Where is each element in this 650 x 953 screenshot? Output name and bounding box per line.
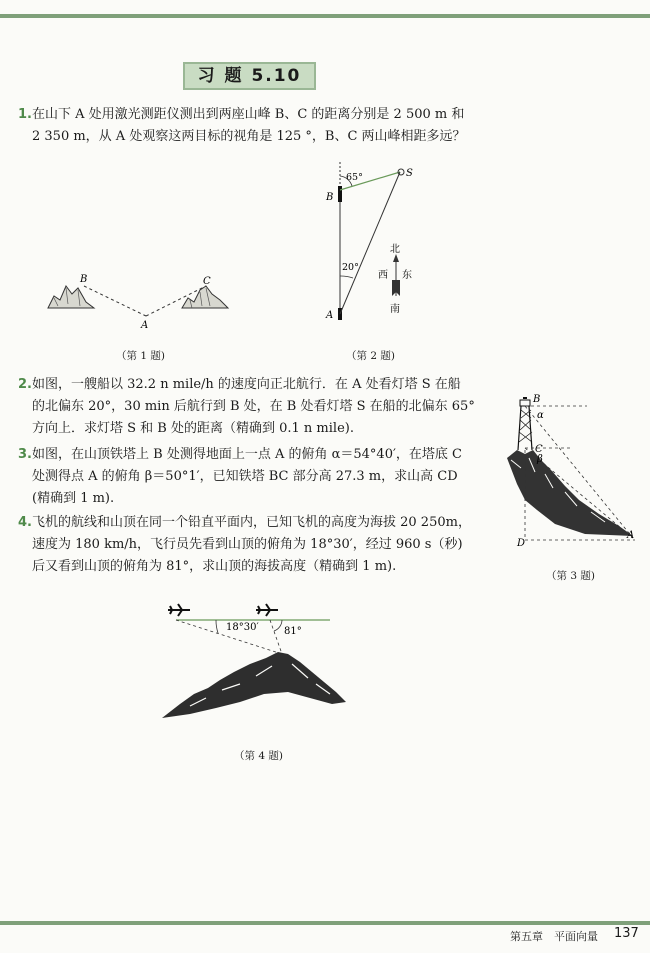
problem-line: 如图，在山顶铁塔上 B 处测得地面上一点 A 的俯角 α＝54°40′，在塔底 C bbox=[32, 447, 462, 462]
problem-line: 在山下 A 处用激光测距仪测出到两座山峰 B、C 的距离分别是 2 500 m 和 bbox=[32, 107, 465, 122]
problem-1 bbox=[18, 104, 488, 148]
svg-text:东: 东 bbox=[402, 270, 412, 281]
angle-81: 81° bbox=[284, 626, 302, 637]
label-b: B bbox=[326, 192, 334, 203]
angle-18-30: 18°30′ bbox=[226, 622, 259, 633]
section-heading: 习 题 5.10 bbox=[183, 62, 316, 90]
problem-number: 4. bbox=[18, 515, 32, 530]
figure-3 bbox=[495, 388, 645, 558]
page-number: 137 bbox=[614, 926, 639, 941]
airplane-icon bbox=[256, 604, 278, 616]
label-c: C bbox=[535, 444, 543, 455]
chapter-label: 第五章 平面向量 bbox=[510, 930, 598, 943]
mountain-b-icon bbox=[48, 286, 94, 308]
compass-icon bbox=[378, 243, 412, 315]
label-d: D bbox=[517, 538, 526, 549]
label-alpha: α bbox=[537, 410, 544, 421]
problem-line: 的北偏东 20°，30 min 后航行到 B 处，在 B 处看灯塔 S 在船的北偏东 65° bbox=[32, 399, 475, 414]
svg-text:北: 北 bbox=[390, 244, 400, 255]
svg-text:西: 西 bbox=[378, 270, 388, 281]
problem-3 bbox=[18, 444, 488, 510]
problem-4 bbox=[18, 512, 488, 578]
problem-line: 飞机的航线和山顶在同一个铅直平面内，已知飞机的高度为海拔 20 250m， bbox=[32, 515, 471, 530]
figure-2-caption: （第 2 题) bbox=[346, 350, 395, 362]
figure-3-caption: （第 3 题) bbox=[546, 570, 595, 582]
svg-text:南: 南 bbox=[390, 304, 400, 315]
mountain-icon bbox=[507, 450, 633, 536]
label-b: B bbox=[80, 274, 88, 285]
figure-4-caption: （第 4 题) bbox=[234, 750, 283, 762]
figure-4 bbox=[160, 598, 360, 728]
label-a: A bbox=[627, 530, 635, 541]
label-a: A bbox=[141, 320, 149, 331]
problem-line: 后又看到山顶的俯角为 81°，求山顶的海拔高度（精确到 1 m). bbox=[32, 559, 397, 574]
problem-line: 处测得点 A 的俯角 β＝50°1′，已知铁塔 BC 部分高 27.3 m，求山高 CD bbox=[32, 469, 458, 484]
airplane-icon bbox=[168, 604, 190, 616]
figure-1 bbox=[40, 268, 240, 333]
figure-1-caption: （第 1 题) bbox=[116, 350, 165, 362]
angle-65: 65° bbox=[346, 172, 363, 183]
mountain-c-icon bbox=[182, 286, 228, 308]
problem-number: 3. bbox=[18, 447, 32, 462]
label-a: A bbox=[326, 310, 334, 321]
problem-line: (精确到 1 m). bbox=[32, 491, 115, 506]
top-rule bbox=[0, 14, 650, 18]
label-beta: β bbox=[537, 454, 543, 465]
problem-line: 如图，一艘船以 32.2 n mile/h 的速度向正北航行．在 A 处看灯塔 S 在船 bbox=[32, 377, 461, 392]
problem-number: 1. bbox=[18, 107, 32, 122]
label-s: S bbox=[406, 168, 413, 179]
figure-2 bbox=[320, 162, 440, 322]
problem-number: 2. bbox=[18, 377, 32, 392]
problem-line: 方向上．求灯塔 S 和 B 处的距离（精确到 0.1 n mile). bbox=[32, 421, 354, 436]
bottom-rule bbox=[0, 921, 650, 925]
label-b: B bbox=[533, 394, 541, 405]
angle-20: 20° bbox=[342, 262, 359, 273]
problem-2 bbox=[18, 374, 488, 440]
problem-line: 速度为 180 km/h，飞行员先看到山顶的俯角为 18°30′，经过 960 s（秒) bbox=[32, 537, 463, 552]
problem-line: 2 350 m，从 A 处观察这两目标的视角是 125 °，B、C 两山峰相距多远？ bbox=[32, 129, 466, 144]
label-c: C bbox=[203, 276, 211, 287]
